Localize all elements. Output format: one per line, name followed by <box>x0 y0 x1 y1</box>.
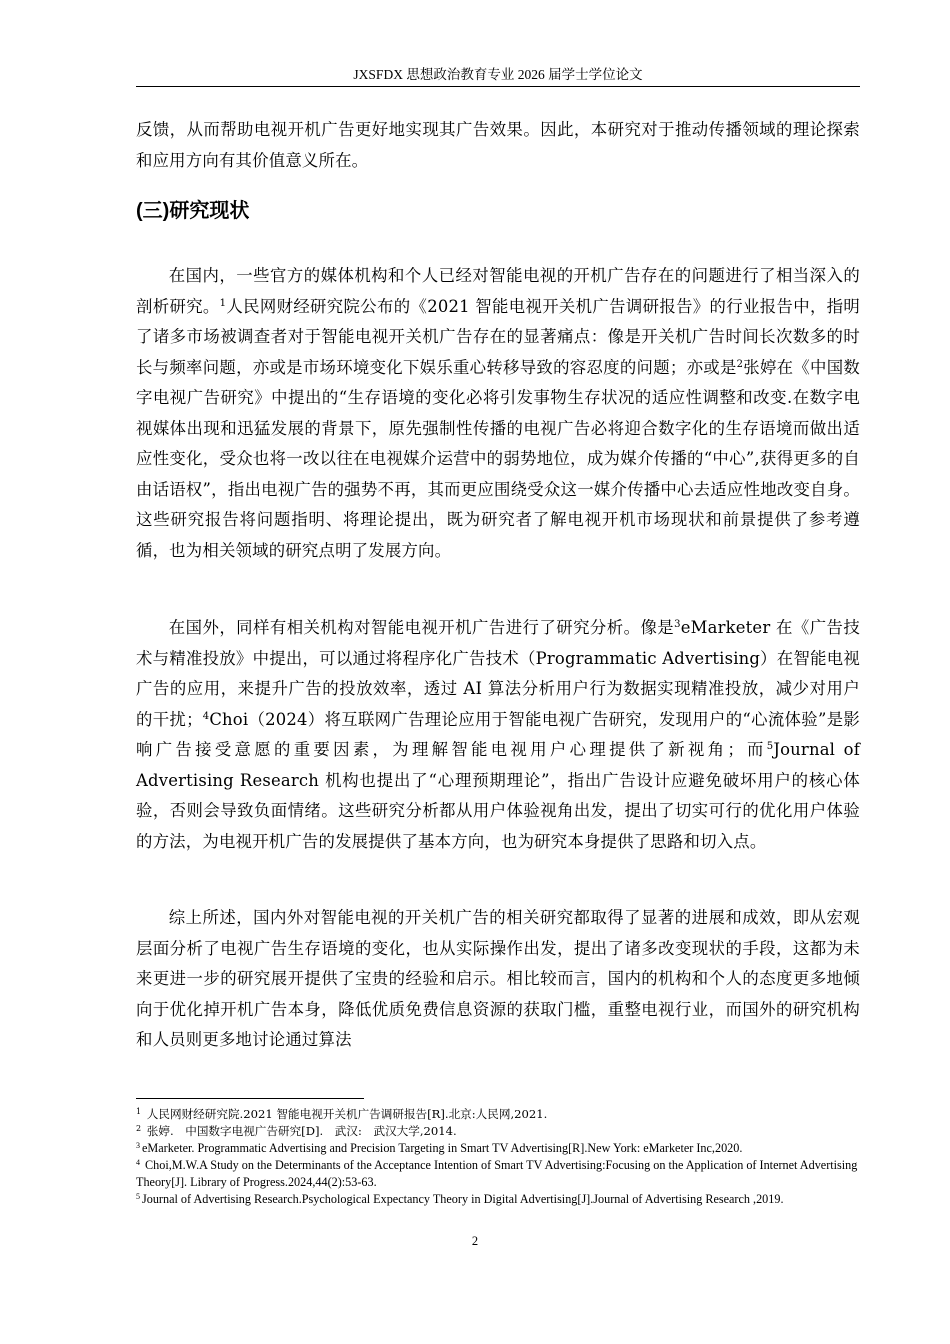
paragraph-domestic-research <box>136 261 860 566</box>
footnote-4 <box>136 1157 866 1191</box>
footnote-ref-2[interactable]: 2 <box>736 358 744 370</box>
paragraph-text: Journal of Advertising Research 机构也提出了“心理预期理论”，指出广告设计应避免破坏用户的核心体验，否则会导致负面情绪。这些研究分析都从用户体验视角出发，提出了切实可行的优化用户体验的方法，为电视开机广告的发展提供了基本方向，也为研究本身提供了思路和切入点。 <box>136 740 860 851</box>
paragraph-text: eMarketer 在《广告技术与精准投放》中提出，可以通过将程序化广告技术（Programmatic Advertising）在智能电视广告的应用，来提升广告的投放效率，透过 AI 算法分析用户行为数据实现精准投放，减少对用户的干扰； <box>136 618 860 729</box>
footnote-ref-5[interactable]: 5 <box>766 741 774 752</box>
paragraph-text: 人民网财经研究院公布的《2021 智能电视开关机广告调研报告》的行业报告中，指明了诸多市场被调查者对于智能电视开关机广告存在的显著痛点：像是开关机广告时间长次数多的时长与频率问题，亦或是市场环境变化下娱乐重心转移导致的容忍度的问题；亦或是 <box>136 296 860 377</box>
footnote-divider <box>136 1098 364 1099</box>
footnote-number: 1 <box>136 1107 142 1116</box>
paragraph-text: Choi（2024）将互联网广告理论应用于智能电视广告研究，发现用户的“心流体验”是影响广告接受意愿的重要因素，为理解智能电视用户心理提供了新视角；而 <box>136 709 860 759</box>
footnote-ref-4[interactable]: 4 <box>202 710 210 722</box>
footnote-text: Choi,M.W.A Study on the Determinants of the Acceptance Intention of Smart TV Advertising:Focusing on the Application of Internet Advertising Theory[J]. Library of Progress.2024,44(2):53-63. <box>136 1158 858 1189</box>
footnote-ref-1[interactable]: 1 <box>219 297 227 309</box>
section-heading: (三)研究现状 <box>136 200 250 222</box>
page-number: 2 <box>471 1234 479 1248</box>
footnote-number: 3 <box>136 1141 140 1150</box>
paragraph-summary: 综上所述，国内外对智能电视的开关机广告的相关研究都取得了显著的进展和成效，即从宏观层面分析了电视广告生存语境的变化，也从实际操作出发，提出了诸多改变现状的手段，这都为未来更进一步的研究展开提供了宝贵的经验和启示。相比较而言，国内的机构和个人的态度更多地倾向于优化掉开机广告本身，降低优质免费信息资源的获取门槛，重整电视行业，而国外的研究机构和人员则更多地讨论通过算法 <box>136 908 860 1049</box>
footnote-text: Journal of Advertising Research.Psychological Expectancy Theory in Digital Advertising[J].Journal of Advertising Research ,2019. <box>142 1192 784 1206</box>
footnotes <box>136 1106 866 1208</box>
footnote-1 <box>136 1106 866 1123</box>
footnote-text: 人民网财经研究院.2021 智能电视开关机广告调研报告[R].北京:人民网,2021. <box>146 1107 548 1121</box>
paragraph-text: 在国内，一些官方的媒体机构和个人已经对智能电视的开机广告存在的问题进行了相当深入的剖析研究。 <box>136 266 860 316</box>
footnote-3 <box>136 1140 866 1157</box>
paragraph-continuation: 反馈，从而帮助电视开机广告更好地实现其广告效果。因此，本研究对于推动传播领域的理论探索和应用方向有其价值意义所在。 <box>136 120 860 170</box>
paragraph-text: 在国外，同样有相关机构对智能电视开机广告进行了研究分析。像是 <box>168 618 675 637</box>
footnote-text: eMarketer. Programmatic Advertising and Precision Targeting in Smart TV Advertising[R].New York: eMarketer Inc,2020. <box>142 1141 743 1155</box>
footnote-2 <box>136 1123 866 1140</box>
footnote-text: 张婷. 中国数字电视广告研究[D]. 武汉: 武汉大学,2014. <box>146 1124 457 1138</box>
footnote-number: 2 <box>136 1124 142 1133</box>
footnote-number: 5 <box>136 1192 140 1201</box>
paragraph-foreign-research <box>136 613 860 857</box>
footnote-number: 4 <box>136 1158 140 1167</box>
paragraph-text: 张婷在《中国数字电视广告研究》中提出的“生存语境的变化必将引发事物生存状况的适应性调整和改变.在数字电视媒体出现和迅猛发展的背景下，原先强制性传播的电视广告必将迎合数字化的生存语境而做出适应性变化，受众也将一改以往在电视媒介运营中的弱势地位，成为媒介传播的“中心”,获得更多的自由话语权”，指出电视广告的强势不再，其而更应围绕受众这一媒介传播中心去适应性地改变自身。这些研究报告将问题指明、将理论提出，既为研究者了解电视开机市场现状和前景提供了参考遵循，也为相关领域的研究点明了发展方向。 <box>136 357 860 560</box>
running-header: JXSFDX 思想政治教育专业 2026 届学士学位论文 <box>136 64 860 87</box>
footnote-5 <box>136 1191 866 1208</box>
footnote-ref-3[interactable]: 3 <box>674 619 681 630</box>
